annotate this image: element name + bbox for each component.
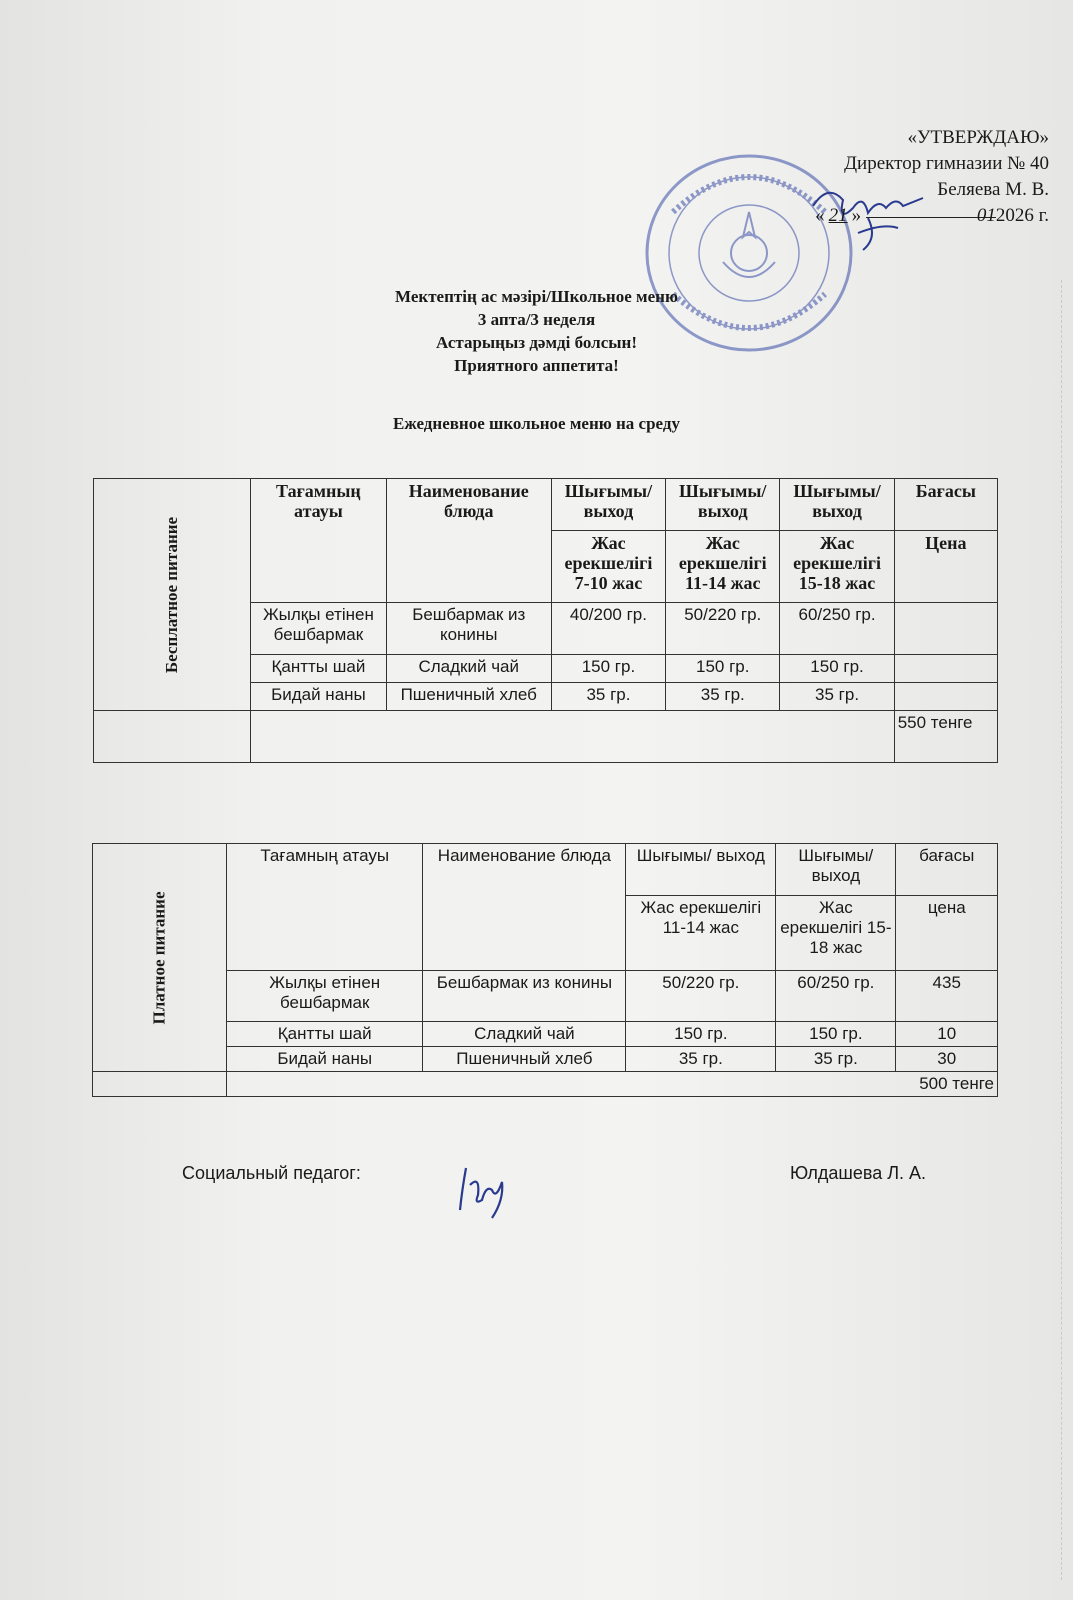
- header-name-ru: Наименование блюда: [423, 844, 626, 971]
- dish-ru: Пшеничный хлеб: [386, 683, 551, 711]
- header-price-ru: цена: [896, 896, 998, 971]
- header-age-11-14: Жас ерекшелігі 11-14 жас: [666, 531, 780, 603]
- paid-meals-table: [92, 843, 998, 1097]
- header-price-kz: бағасы: [896, 844, 998, 896]
- approval-position: Директор гимназии № 40: [844, 153, 1049, 174]
- portion: 50/220 гр.: [666, 603, 780, 655]
- header-output-2: Шығымы/ выход: [776, 844, 896, 896]
- dish-kz: Жылқы етінен бешбармак: [227, 971, 423, 1022]
- dish-ru: Сладкий чай: [386, 655, 551, 683]
- header-price-kz: Бағасы: [894, 479, 997, 531]
- portion: 150 гр.: [626, 1022, 776, 1047]
- portion: 35 гр.: [780, 683, 894, 711]
- dish-ru: Сладкий чай: [423, 1022, 626, 1047]
- total-price: 500 тенге: [227, 1072, 998, 1097]
- dish-ru: Бешбармак из конины: [386, 603, 551, 655]
- paid-side-label: Платное питание: [93, 844, 227, 1072]
- portion: 35 гр.: [551, 683, 665, 711]
- approval-name: Беляева М. В.: [937, 179, 1049, 200]
- portion: 150 гр.: [776, 1022, 896, 1047]
- portion: 40/200 гр.: [551, 603, 665, 655]
- header-age-15-18: Жас ерекшелігі 15-18 жас: [780, 531, 894, 603]
- date-month: 01: [976, 205, 996, 226]
- dish-kz: Қантты шай: [251, 655, 387, 683]
- approval-date: [719, 203, 1049, 229]
- portion: 35 гр.: [626, 1047, 776, 1072]
- portion: 150 гр.: [780, 655, 894, 683]
- table-row: [93, 1022, 998, 1047]
- price: [894, 655, 997, 683]
- approval-title: «УТВЕРЖДАЮ»: [907, 127, 1049, 148]
- dish-ru: Пшеничный хлеб: [423, 1047, 626, 1072]
- date-open-quote: «: [815, 205, 825, 226]
- greeting-ru: Приятного аппетита!: [454, 356, 619, 375]
- week-label: 3 апта/3 неделя: [477, 310, 596, 329]
- total-row: [93, 1072, 998, 1097]
- price: 10: [896, 1022, 998, 1047]
- price: [894, 683, 997, 711]
- header-output-3: Шығымы/ выход: [780, 479, 894, 531]
- dish-ru: Бешбармак из конины: [423, 971, 626, 1022]
- day-subtitle: Ежедневное школьное меню на среду: [393, 414, 680, 433]
- portion: 35 гр.: [666, 683, 780, 711]
- price: [894, 603, 997, 655]
- portion: 150 гр.: [666, 655, 780, 683]
- greeting-kz: Астарыңыз дәмді болсын!: [436, 333, 637, 352]
- date-year: 2026 г.: [995, 205, 1049, 226]
- dish-kz: Жылқы етінен бешбармак: [251, 603, 387, 655]
- portion: 60/250 гр.: [780, 603, 894, 655]
- portion: 150 гр.: [551, 655, 665, 683]
- dish-kz: Бидай наны: [227, 1047, 423, 1072]
- date-close-quote: »: [851, 205, 862, 226]
- header-output-2: Шығымы/ выход: [666, 479, 780, 531]
- free-meals-table: [93, 478, 998, 763]
- footer-name: Юлдашева Л. А.: [790, 1163, 927, 1183]
- header-name-ru: Наименование блюда: [386, 479, 551, 603]
- portion: 35 гр.: [776, 1047, 896, 1072]
- portion: 50/220 гр.: [626, 971, 776, 1022]
- dish-kz: Бидай наны: [251, 683, 387, 711]
- date-month-line: [866, 203, 996, 226]
- price: 30: [896, 1047, 998, 1072]
- approval-block: [719, 125, 1049, 229]
- pedagogue-signature: [452, 1160, 514, 1220]
- table-row: [93, 1047, 998, 1072]
- menu-title: Мектептің ас мәзірі/Школьное меню: [395, 287, 678, 306]
- total-price: 550 тенге: [894, 711, 997, 763]
- header-age-11-14: Жас ерекшелігі 11-14 жас: [626, 896, 776, 971]
- header-age-15-18: Жас ерекшелігі 15-18 жас: [776, 896, 896, 971]
- header-output-1: Шығымы/ выход: [551, 479, 665, 531]
- footer-role: Социальный педагог:: [182, 1163, 361, 1183]
- header-age-7-10: Жас ерекшелігі 7-10 жас: [551, 531, 665, 603]
- portion: 60/250 гр.: [776, 971, 896, 1022]
- total-row: [94, 711, 998, 763]
- header-name-kz: Тағамның атауы: [251, 479, 387, 603]
- header-price-ru: Цена: [894, 531, 997, 603]
- page-edge-shadow: [1061, 280, 1063, 1580]
- header-output-1: Шығымы/ выход: [626, 844, 776, 896]
- table-row: [93, 971, 998, 1022]
- dish-kz: Қантты шай: [227, 1022, 423, 1047]
- header-name-kz: Тағамның атауы: [227, 844, 423, 971]
- price: 435: [896, 971, 998, 1022]
- free-side-label: Бесплатное питание: [94, 479, 251, 711]
- date-day: 21: [828, 205, 848, 226]
